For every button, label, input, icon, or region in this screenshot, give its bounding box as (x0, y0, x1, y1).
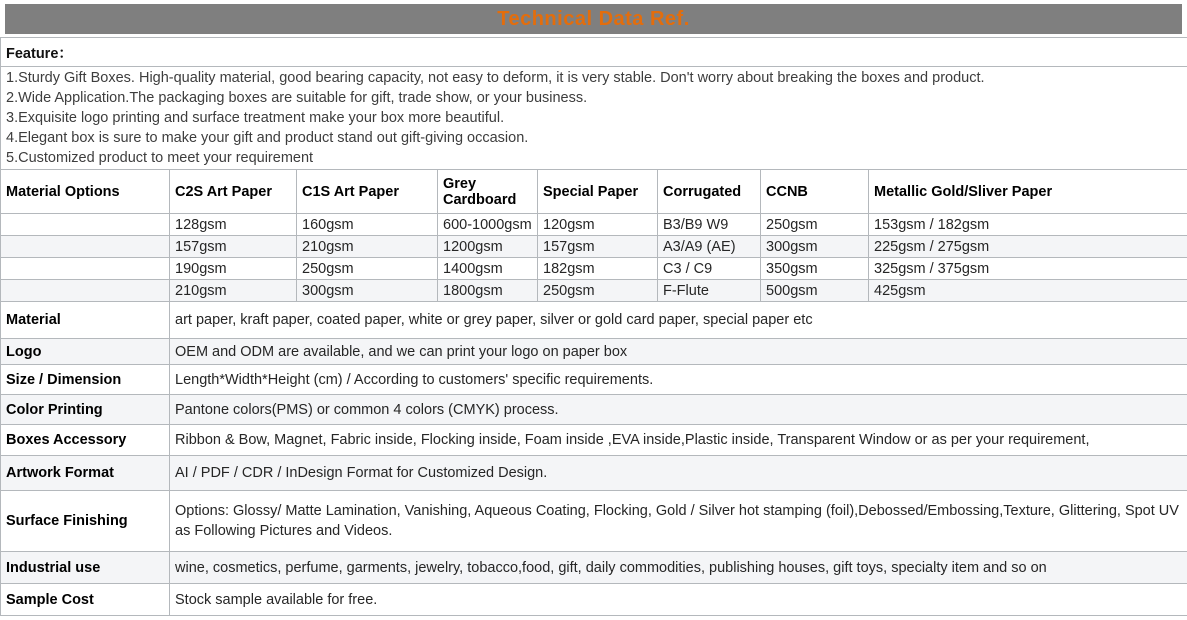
spec-value: art paper, kraft paper, coated paper, white or grey paper, silver or gold card paper, special paper etc (170, 302, 1187, 339)
spec-value: Length*Width*Height (cm) / According to customers' specific requirements. (170, 365, 1187, 395)
technical-data-table (0, 37, 1187, 616)
spec-value: wine, cosmetics, perfume, garments, jewelry, tobacco,food, gift, daily commodities, publishing houses, gift toys, specialty item and so on (170, 552, 1187, 584)
column-header-ccnb: CCNB (761, 170, 869, 214)
title-bar-wrapper (0, 0, 1187, 37)
column-header-material-options: Material Options (1, 170, 170, 214)
gsm-cell: 600-1000gsm (438, 214, 538, 236)
spec-label: Logo (1, 339, 170, 365)
gsm-cell: 153gsm / 182gsm (869, 214, 1187, 236)
spec-row-surface-finishing (1, 491, 1187, 552)
spec-label: Size / Dimension (1, 365, 170, 395)
gsm-cell: C3 / C9 (658, 258, 761, 280)
gsm-cell: 225gsm / 275gsm (869, 236, 1187, 258)
materials-header-row (1, 170, 1187, 214)
gsm-cell (1, 236, 170, 258)
gsm-cell: 350gsm (761, 258, 869, 280)
gsm-cell: 157gsm (538, 236, 658, 258)
column-header-special-paper: Special Paper (538, 170, 658, 214)
materials-row (1, 236, 1187, 258)
feature-item: 1.Sturdy Gift Boxes. High-quality material, good bearing capacity, not easy to deform, it is very stable. Don't worry about breaking the boxes and product. (6, 70, 985, 86)
spec-label: Color Printing (1, 395, 170, 425)
gsm-cell: 500gsm (761, 280, 869, 302)
spec-label: Material (1, 302, 170, 339)
feature-item: 4.Elegant box is sure to make your gift and product stand out gift-giving occasion. (6, 130, 529, 146)
gsm-cell: 210gsm (170, 280, 297, 302)
materials-row (1, 280, 1187, 302)
materials-row (1, 258, 1187, 280)
feature-item: 2.Wide Application.The packaging boxes are suitable for gift, trade show, or your business. (6, 90, 588, 106)
gsm-cell (1, 280, 170, 302)
page-title: Technical Data Ref. (5, 4, 1182, 34)
gsm-cell: 325gsm / 375gsm (869, 258, 1187, 280)
gsm-cell (1, 258, 170, 280)
gsm-cell: 250gsm (297, 258, 438, 280)
feature-item: 5.Customized product to meet your requirement (6, 150, 314, 166)
spec-value: OEM and ODM are available, and we can print your logo on paper box (170, 339, 1187, 365)
gsm-cell: 210gsm (297, 236, 438, 258)
spec-row-logo (1, 339, 1187, 365)
spec-value: Options: Glossy/ Matte Lamination, Vanishing, Aqueous Coating, Flocking, Gold / Silver hot stamping (foil),Debossed/Embossing,Texture, Glittering, Spot UV as Following Pictures and Videos. (170, 491, 1187, 552)
gsm-cell: 250gsm (761, 214, 869, 236)
column-header-c2s-art-paper: C2S Art Paper (170, 170, 297, 214)
gsm-cell: 425gsm (869, 280, 1187, 302)
gsm-cell: F-Flute (658, 280, 761, 302)
spec-label: Surface Finishing (1, 491, 170, 552)
spec-row-color-printing (1, 395, 1187, 425)
spec-label: Industrial use (1, 552, 170, 584)
gsm-cell: B3/B9 W9 (658, 214, 761, 236)
spec-row-sample-cost (1, 584, 1187, 616)
column-header-grey-cardboard: Grey Cardboard (438, 170, 538, 214)
gsm-cell (1, 214, 170, 236)
gsm-cell: 250gsm (538, 280, 658, 302)
feature-item: 3.Exquisite logo printing and surface treatment make your box more beautiful. (6, 110, 505, 126)
gsm-cell: 120gsm (538, 214, 658, 236)
gsm-cell: 1400gsm (438, 258, 538, 280)
gsm-cell: 157gsm (170, 236, 297, 258)
feature-heading-row (1, 38, 1187, 67)
feature-list-row (1, 67, 1187, 170)
gsm-cell: 190gsm (170, 258, 297, 280)
spec-value: Ribbon & Bow, Magnet, Fabric inside, Flocking inside, Foam inside ,EVA inside,Plastic inside, Transparent Window or as per your requirement, (170, 425, 1187, 456)
gsm-cell: 1800gsm (438, 280, 538, 302)
spec-value: Stock sample available for free. (170, 584, 1187, 616)
feature-list (1, 67, 1187, 170)
spec-label: Boxes Accessory (1, 425, 170, 456)
spec-row-size-dimension (1, 365, 1187, 395)
spec-row-industrial-use (1, 552, 1187, 584)
column-header-corrugated: Corrugated (658, 170, 761, 214)
spec-value: Pantone colors(PMS) or common 4 colors (CMYK) process. (170, 395, 1187, 425)
spec-label: Artwork Format (1, 456, 170, 491)
spec-label: Sample Cost (1, 584, 170, 616)
column-header-metallic-paper: Metallic Gold/Sliver Paper (869, 170, 1187, 214)
column-header-c1s-art-paper: C1S Art Paper (297, 170, 438, 214)
gsm-cell: 300gsm (761, 236, 869, 258)
gsm-cell: 128gsm (170, 214, 297, 236)
gsm-cell: 1200gsm (438, 236, 538, 258)
feature-heading: Feature： (1, 38, 1187, 67)
spec-row-artwork-format (1, 456, 1187, 491)
spec-row-material (1, 302, 1187, 339)
gsm-cell: 160gsm (297, 214, 438, 236)
gsm-cell: 182gsm (538, 258, 658, 280)
spec-value: AI / PDF / CDR / InDesign Format for Customized Design. (170, 456, 1187, 491)
gsm-cell: A3/A9 (AE) (658, 236, 761, 258)
gsm-cell: 300gsm (297, 280, 438, 302)
materials-row (1, 214, 1187, 236)
spec-row-boxes-accessory (1, 425, 1187, 456)
